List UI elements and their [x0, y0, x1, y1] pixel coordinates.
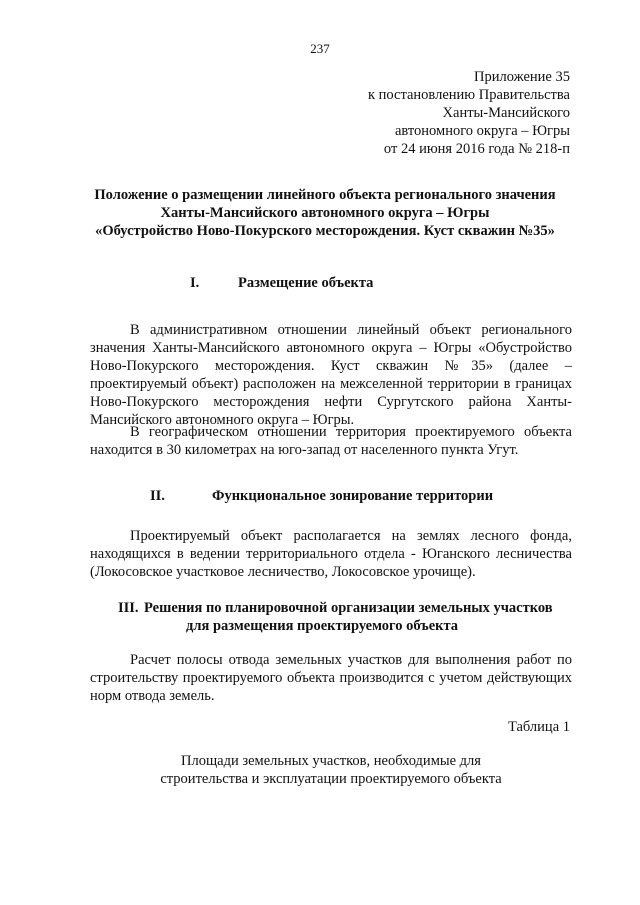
title-line: Положение о размещении линейного объекта регионального значения	[94, 187, 556, 203]
section-2-numeral: II.	[150, 488, 165, 504]
appendix-line: от 24 июня 2016 года № 218-п	[383, 141, 570, 157]
appendix-block	[368, 68, 570, 158]
section-3-heading-line-2: для размещения проектируемого объекта	[186, 618, 459, 634]
section-3-heading-line-1: Решения по планировочной организации земельных участков	[144, 600, 553, 616]
section-1-numeral: I.	[190, 275, 200, 291]
title-line: Ханты-Мансийского автономного округа – Югры	[160, 205, 490, 221]
section-1-heading: Размещение объекта	[238, 275, 374, 291]
appendix-line: к постановлению Правительства	[368, 87, 570, 103]
section-2-paragraph-1: Проектируемый объект располагается на землях лесного фонда, находящихся в ведении территориального отдела - Юганского лесничества (Локосовское участковое лесничество, Локосовское урочище).	[90, 528, 572, 580]
section-1-paragraph-2: В географическом отношении территория проектируемого объекта находится в 30 километрах на юго-запад от населенного пункта Угут.	[90, 424, 572, 458]
page-number: 237	[310, 41, 330, 56]
section-3-numeral: III.	[118, 600, 139, 616]
section-1-paragraph-1: В административном отношении линейный объект регионального значения Ханты-Мансийского автономного округа – Югры «Обустройство Ново-Покурского месторождения. Куст скважин №35» (далее – проектируемый объект) расположен на межселенной территории в границах Ново-Покурского месторождения нефти Сургутского района Ханты-Мансийского автономного округа – Югры.	[90, 322, 572, 428]
appendix-line: Ханты-Мансийского	[442, 105, 570, 121]
title-line: «Обустройство Ново-Покурского месторождения. Куст скважин №35»	[95, 223, 555, 239]
section-3-paragraph-1: Расчет полосы отвода земельных участков для выполнения работ по строительству проектируемого объекта производится с учетом действующих норм отвода земель.	[90, 652, 572, 704]
appendix-line: автономного округа – Югры	[394, 123, 570, 139]
document-title	[80, 186, 570, 240]
table-caption	[90, 752, 572, 788]
table-label: Таблица 1	[507, 719, 570, 735]
appendix-line: Приложение 35	[474, 69, 570, 85]
table-caption-line-2: строительства и эксплуатации проектируемого объекта	[160, 771, 502, 787]
table-caption-line-1: Площади земельных участков, необходимые для	[181, 753, 481, 769]
section-2-heading: Функциональное зонирование территории	[212, 488, 494, 504]
